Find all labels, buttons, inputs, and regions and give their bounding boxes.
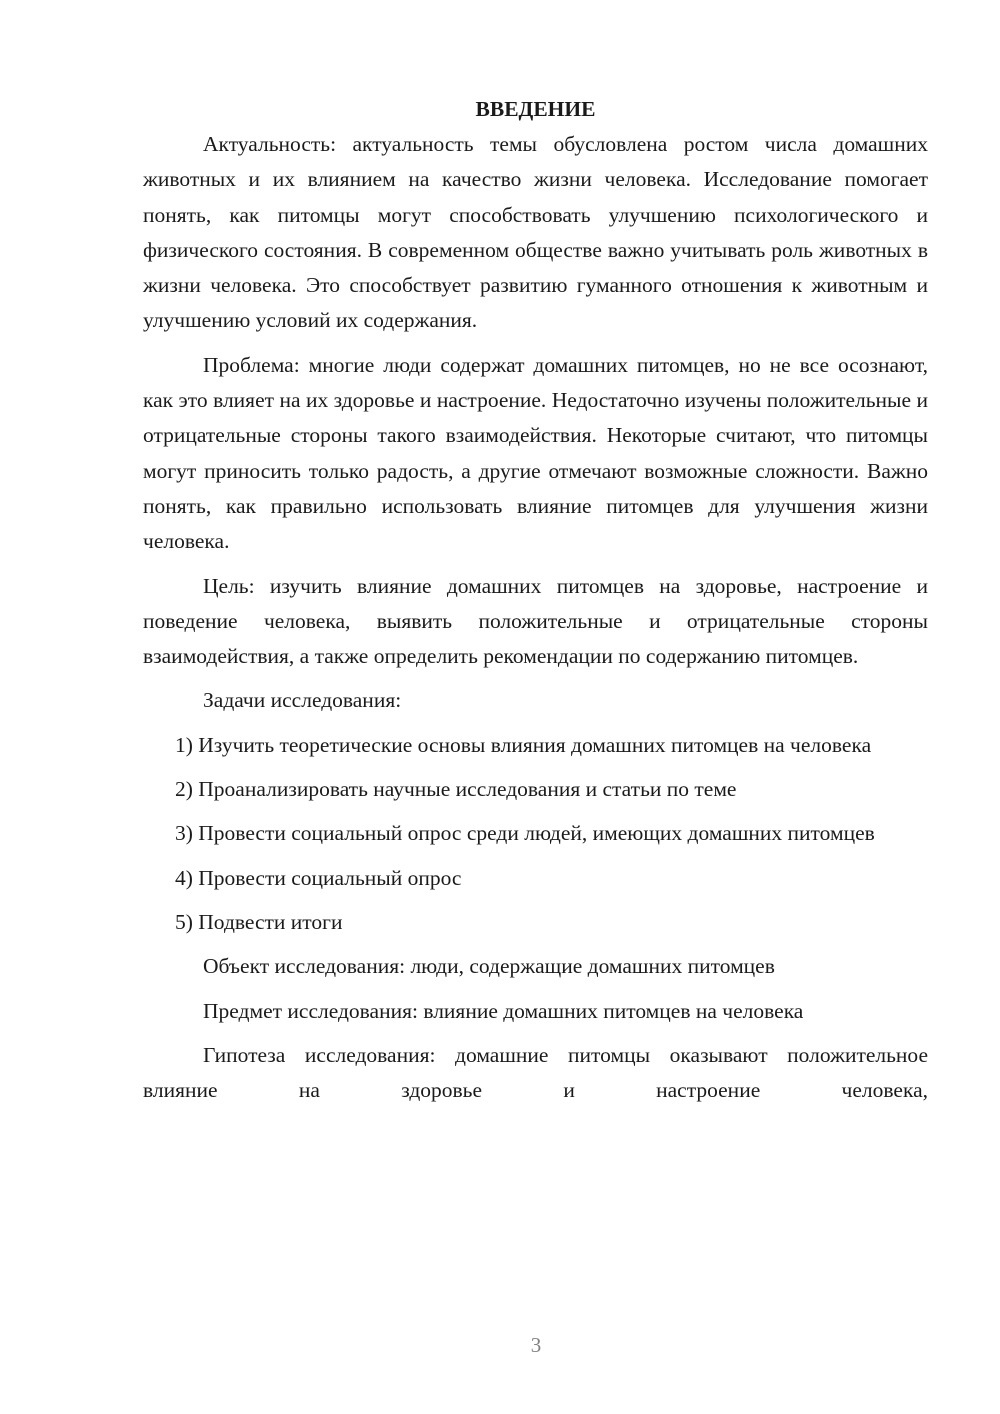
paragraph-hypothesis: Гипотеза исследования: домашние питомцы оказывают положительное влияние на здоровье и настроение человека,: [143, 1042, 928, 1103]
paragraph-problem: Проблема: многие люди содержат домашних питомцев, но не все осознают, как это влияет на их здоровье и настроение. Недостаточно изучены положительные и отрицательные стороны такого взаимодействия. Некоторые считают, что питомцы могут приносить только радость, а другие отмечают возможные сложности. Важно понять, как правильно использовать влияние питомцев для улучшения жизни человека.: [143, 352, 928, 554]
page-number: 3: [530, 1333, 542, 1357]
paragraph-tasks-intro: Задачи исследования:: [203, 688, 402, 713]
page-content: [143, 92, 928, 1117]
list-item: 2) Проанализировать научные исследования и статьи по теме: [175, 777, 737, 802]
paragraph-relevance: Актуальность: актуальность темы обусловлена ростом числа домашних животных и их влиянием на качество жизни человека. Исследование помогает понять, как питомцы могут способствовать улучшению психологического и физического состояния. В современном обществе важно учитывать роль животных в жизни человека. Это способствует развитию гуманного отношения к животным и улучшению условий их содержания.: [143, 132, 928, 333]
paragraph-subject: Предмет исследования: влияние домашних питомцев на человека: [203, 998, 804, 1023]
section-heading: ВВЕДЕНИЕ: [475, 97, 596, 121]
list-item: 4) Провести социальный опрос: [175, 865, 462, 890]
list-item: 1) Изучить теоретические основы влияния домашних питомцев на человека: [175, 732, 872, 757]
paragraph-goal: Цель: изучить влияние домашних питомцев на здоровье, настроение и поведение человека, выявить положительные и отрицательные стороны взаимодействия, а также определить рекомендации по содержанию питомцев.: [143, 573, 928, 669]
list-item: 3) Провести социальный опрос среди людей, имеющих домашних питомцев: [175, 821, 875, 846]
tasks-list: [143, 728, 928, 940]
list-item: 5) Подвести итоги: [175, 909, 343, 934]
paragraph-object: Объект исследования: люди, содержащие домашних питомцев: [203, 954, 775, 979]
